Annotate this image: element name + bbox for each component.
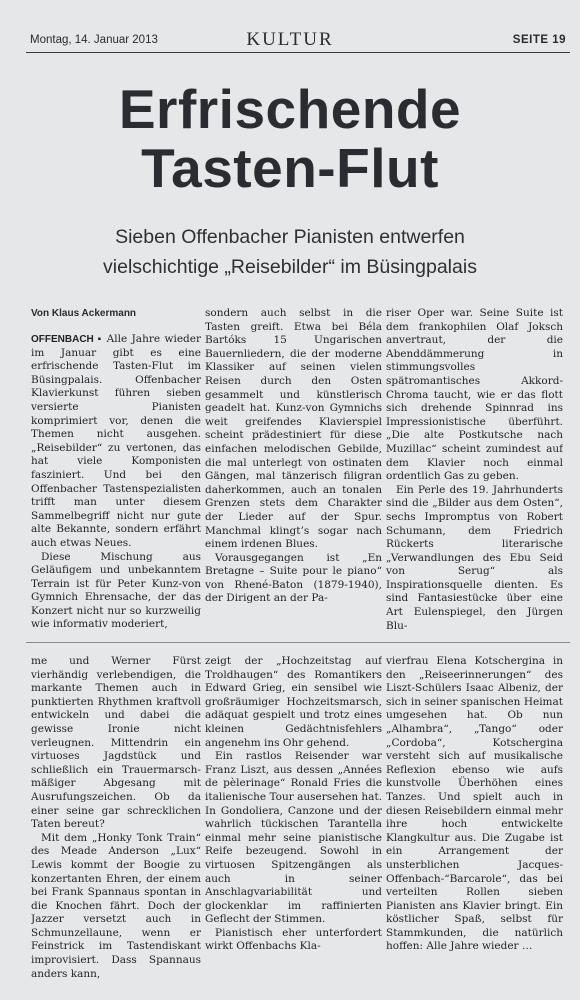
paragraph: Pianistisch eher unterfordert wirkt Offenbachs Kla- [205, 926, 382, 953]
paragraph: Vorausgegangen ist „En Bretagne – Suite pour le piano“ von Rhené-Baton (1879-1940), der Dirigent an der Pa- [205, 551, 382, 605]
paragraph: riser Oper war. Seine Suite ist dem frankophilen Olaf Joksch anvertraut, der die Abenddämmerung in stimmungsvolles spätromantisches Akkord-Chroma taucht, wie er das flott sich drehende Spinnrad ins Impressionistische überführt. „Die alte Postkutsche nach Muzillac“ scheint zumindest auf dem Klavier noch einmal ordentlich Gas zu geben. [386, 307, 563, 483]
header-rule [26, 52, 570, 53]
subtitle-line-1: Sieben Offenbacher Pianisten entwerfen [115, 226, 465, 248]
paragraph: Mit dem „Honky Tonk Train“ des Meade Anderson „Lux“ Lewis kommt der Boogie zu konzertanten Ehren, der einem bei Frank Spannaus spontan in die Knochen fährt. Doch der Jazzer versetzt auch in Schmunzellaune, wenn er Feinstrick im Tastendiskant improvisiert. Dass Spannaus anders kann, [31, 831, 201, 980]
paragraph [31, 333, 201, 551]
issue-date: Montag, 14. Januar 2013 [30, 34, 158, 46]
paragraph: sondern auch selbst in die Tasten greift. Etwa bei Béla Bartóks 15 Ungarischen Bauernliedern, die der moderne Klassiker auf seinen vielen Reisen durch den Osten gesammelt und künstlerisch geadelt hat. Kunz-von Gymnichs weit greifendes Klavierspiel scheint prädestiniert für diese einfachen melodischen Gebilde, die mal unterlegt von ostinaten Gängen, mal tänzerisch filigran daherkommen, auch an tonalen Grenzen stets dem Charakter der Lieder auf der Spur. Manchmal klingt’s sogar nach einem irdenen Blues. [205, 307, 382, 551]
byline: Von Klaus Ackermann [31, 308, 137, 319]
text-column-3 [386, 307, 563, 638]
fold-rule [26, 642, 570, 643]
subtitle [0, 222, 580, 282]
headline [0, 80, 580, 198]
text-column-1 [31, 333, 201, 638]
headline-line-1: Erfrischende [118, 78, 462, 140]
paragraph: zeigt der „Hochzeitstag auf Troldhaugen“ des Romantikers Edward Grieg, ein sensibel wie großräumiger Hochzeitsmarsch, adäquat gespielt und trotz eines kleinen Gedächtnisfehlers angenehm ins Ohr gehend. [205, 655, 382, 749]
paragraph: Diese Mischung aus Geläufigem und unbekanntem Terrain ist für Peter Kunz-von Gymnich Ehrensache, der das Konzert nicht nur so kurzweilig wie informativ moderiert, [31, 550, 201, 631]
paragraph: me und Werner Fürst vierhändig verlebendigen, die markante Themen auch in punktierten Rhythmen kraftvoll entwickeln und dabei die gewisse Ironie nicht verleugnen. Mittendrin ein virtuoses Jagdstück und schließlich ein Trauermarsch-mäßiger Abgesang mit Ausrufungszeichen. Ob da einer seine gar schrecklichen Taten bereut? [31, 655, 201, 831]
text-column-5 [205, 655, 382, 995]
subtitle-line-2: vielschichtige „Reisebilder“ im Büsingpalais [103, 256, 477, 278]
paragraph-text: Alle Jahre wieder im Januar gibt es eine erfrischende Tasten-Flut im Büsingpalais. Offenbacher Klavierkunst führen sieben versierte Pianisten komprimiert vor, denen die Themen nicht ausgehen. „Reisebilder“ zu vertonen, das hat viele Komponisten fasziniert. Und bei den Offenbacher Tastenspezialisten trifft man unter diesem Sammelbegriff nicht nur gute alte Bekannte, sondern erfährt auch etwas Neues. [31, 333, 201, 549]
dateline: OFFENBACH ▪ [31, 334, 103, 345]
paragraph: Ein rastlos Reisender war Franz Liszt, aus dessen „Années de pèlerinage“ Ronald Fries die italienische Tour ausersehen hat. In Gondoliera, Canzone und der wahrlich tückischen Tarantella einmal mehr seine pianistische Reife bezeugend. Sowohl in virtuosen Spitzengängen als auch in seiner Anschlagvariabilität und glockenklar im raffinierten Geflecht der Stimmen. [205, 750, 382, 926]
paragraph: vierfrau Elena Kotschergina in den „Reiseerinnerungen“ des Liszt-Schülers Isaac Albeniz, der sich in seiner spanischen Heimat umgesehen hat. Ob nun „Alhambra“, „Tango“ oder „Cordoba“, Kotschergina versteht sich auf musikalische Reflexion ebenso wie aufs kunstvolle Überhöhen eines Tanzes. Und spielt auch in diesen Reisebildern einmal mehr ihre hoch entwickelte Klangkultur aus. Die Zugabe ist ein Arrangement der unsterblichen Jacques-Offenbach-“Barcarole“, das bei verteilten Rollen sieben Pianisten ans Klavier bringt. Ein köstlicher Spaß, selbst für Stammkunden, die natürlich hoffen: Alle Jahre wieder … [386, 655, 563, 953]
paragraph: Ein Perle des 19. Jahrhunderts sind die „Bilder aus dem Osten“, sechs Impromptus von Robert Schumann, dem Friedrich Rückerts literarische „Verwandlungen des Ebu Seid von Serug“ als Inspirationsquelle dienten. Es sind Fantasiestücke über eine Art Eulenspiegel, den Jürgen Blu- [386, 483, 563, 632]
headline-line-2: Tasten-Flut [141, 137, 439, 199]
text-column-4 [31, 655, 201, 995]
text-column-6 [386, 655, 563, 995]
section-title: KULTUR [246, 29, 334, 50]
page-number: SEITE 19 [512, 34, 566, 46]
text-column-2 [205, 307, 382, 638]
